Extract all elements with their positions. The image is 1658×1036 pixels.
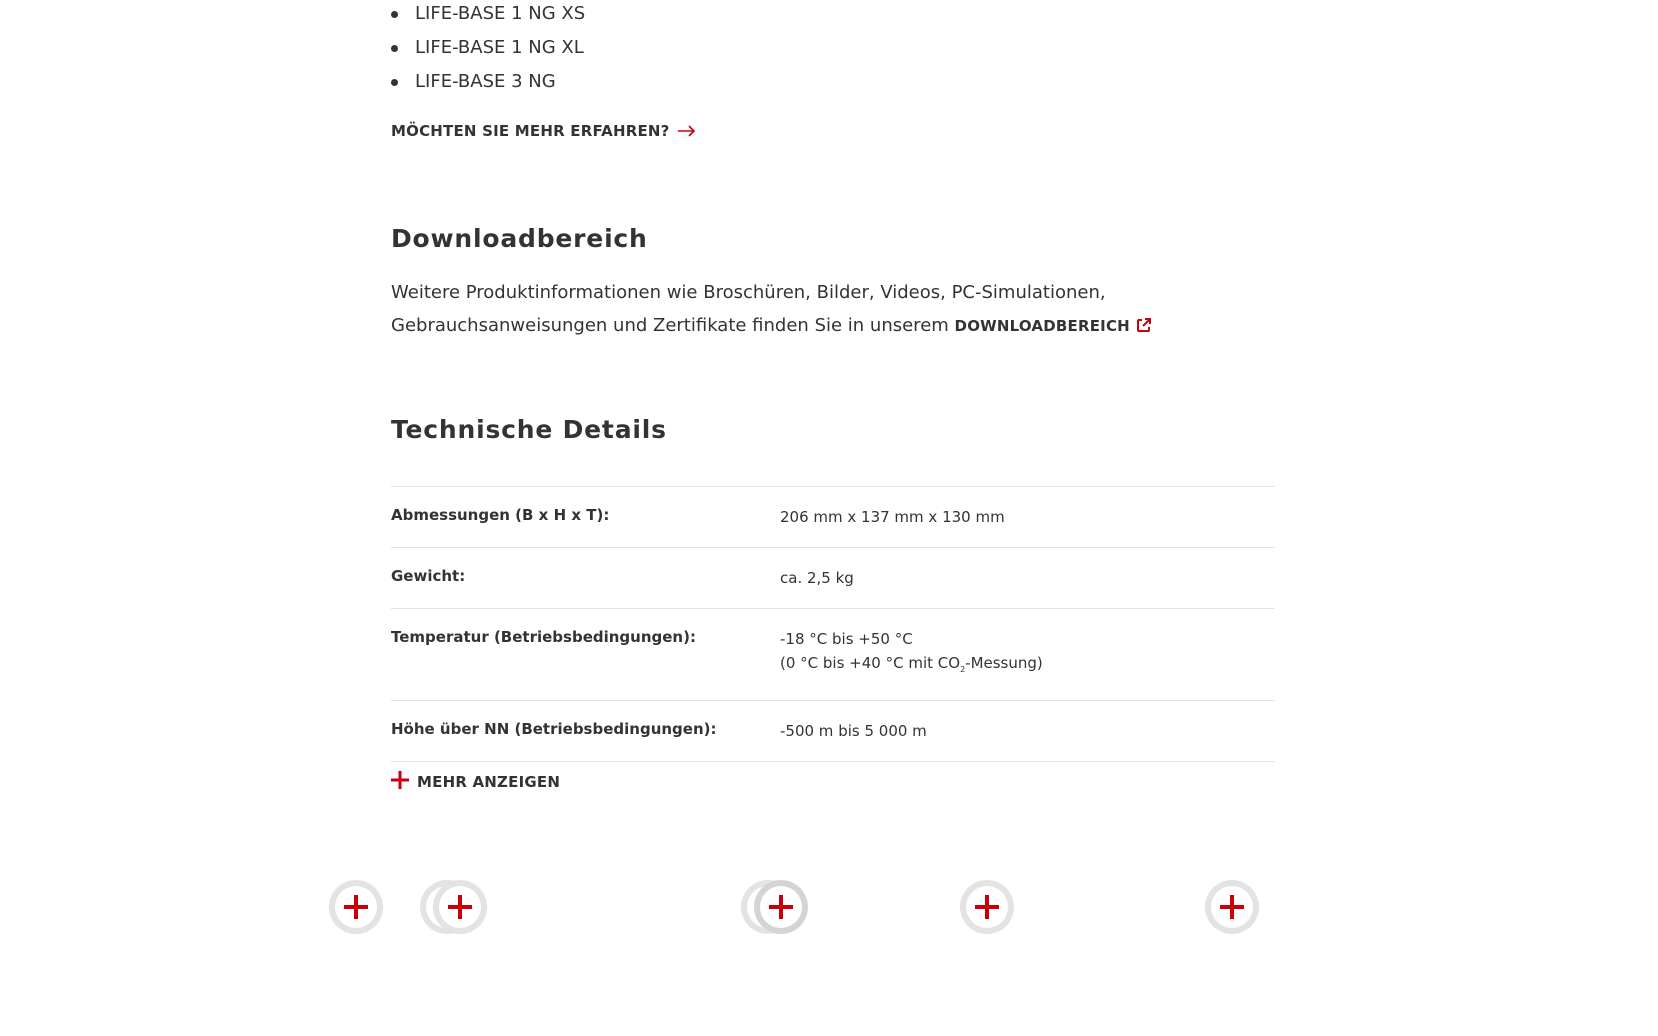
table-row	[391, 487, 1275, 548]
table-row	[391, 701, 1275, 762]
product-name: LIFE-BASE 1 NG XL	[415, 37, 584, 58]
hotspot-button[interactable]	[754, 880, 808, 934]
tech-heading: Technische Details	[391, 415, 667, 444]
hotspot-button[interactable]	[329, 880, 383, 934]
spec-value-line	[780, 651, 1275, 682]
spec-value	[780, 609, 1275, 700]
learn-more-label: MÖCHTEN SIE MEHR ERFAHREN?	[391, 122, 670, 140]
bullet-icon	[391, 45, 398, 52]
plus-icon-bar	[458, 895, 462, 919]
spec-value-text: -Messung)	[965, 654, 1043, 672]
plus-icon	[391, 771, 409, 793]
list-item	[391, 34, 585, 68]
list-item	[391, 68, 585, 102]
spec-label: Gewicht:	[391, 567, 466, 585]
bullet-icon	[391, 11, 398, 18]
table-row	[391, 548, 1275, 609]
spec-value-text: (0 °C bis +40 °C mit CO	[780, 654, 961, 672]
product-name: LIFE-BASE 1 NG XS	[415, 3, 586, 24]
table-row	[391, 609, 1275, 701]
plus-icon-bar	[779, 895, 783, 919]
downloads-link[interactable]	[955, 317, 1152, 335]
spec-table	[391, 486, 1275, 762]
downloads-heading: Downloadbereich	[391, 224, 648, 253]
plus-icon-bar	[354, 895, 358, 919]
spec-value-line: -18 °C bis +50 °C	[780, 630, 913, 648]
downloads-description: Weitere Produktinformationen wie Broschüren, Bilder, Videos, PC-Simulationen, Gebrauchsanweisungen und Zertifikate finden Sie in unserem	[391, 282, 1106, 336]
product-name: LIFE-BASE 3 NG	[415, 71, 556, 92]
spec-value: 206 mm x 137 mm x 130 mm	[780, 508, 1005, 526]
spec-value-subscript: 2	[960, 665, 966, 674]
product-list	[391, 0, 585, 102]
show-more-button[interactable]	[391, 771, 560, 793]
downloads-link-label: DOWNLOADBEREICH	[954, 317, 1130, 335]
spec-label: Abmessungen (B x H x T):	[391, 506, 610, 524]
list-item	[391, 0, 585, 34]
hotspot-button[interactable]	[1205, 880, 1259, 934]
spec-value: -500 m bis 5 000 m	[780, 722, 927, 740]
bullet-icon	[391, 79, 398, 86]
plus-icon-bar	[985, 895, 989, 919]
spec-label: Höhe über NN (Betriebsbedingungen):	[391, 720, 717, 738]
arrow-right-icon	[678, 125, 696, 137]
downloads-text	[391, 276, 1275, 343]
hotspot-button[interactable]	[960, 880, 1014, 934]
spec-value: ca. 2,5 kg	[780, 569, 854, 587]
hotspot-button[interactable]	[433, 880, 487, 934]
show-more-label: MEHR ANZEIGEN	[417, 773, 561, 791]
plus-icon-bar	[1230, 895, 1234, 919]
learn-more-link[interactable]	[391, 122, 696, 140]
external-link-icon	[1130, 317, 1152, 335]
spec-label: Temperatur (Betriebsbedingungen):	[391, 628, 696, 646]
